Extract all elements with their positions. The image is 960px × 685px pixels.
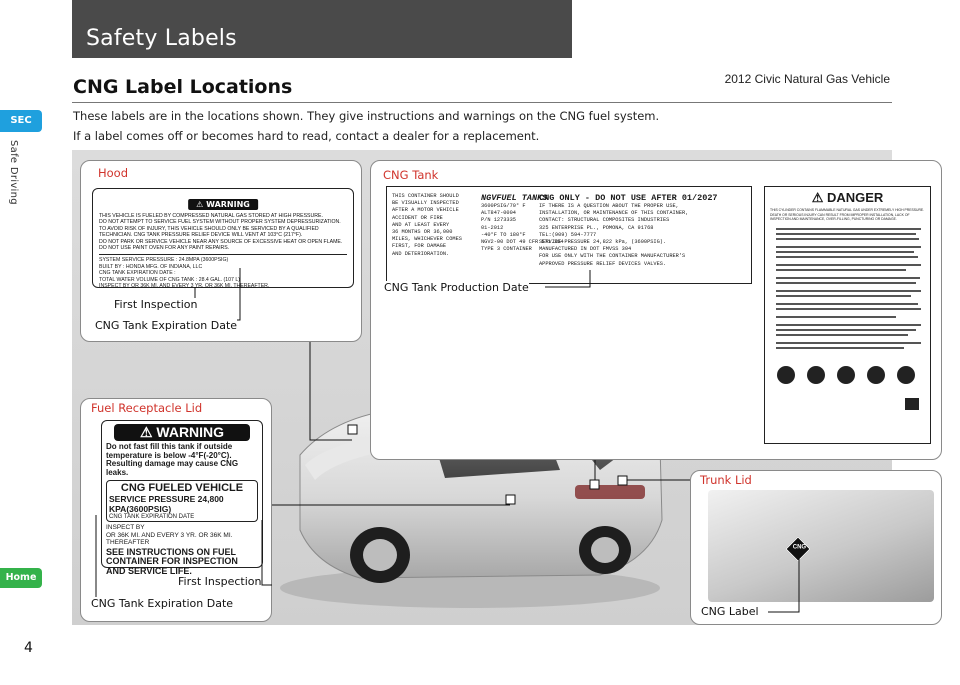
page-number: 4 — [24, 640, 33, 656]
hood-warning-text: THIS VEHICLE IS FUELED BY COMPRESSED NATURAL GAS STORED AT HIGH PRESSURE. DO NOT ATTEMPT TO SERVICE FUEL SYSTEM WITHOUT PROPER SYSTEM DEPRESSURIZATION. TO AVOID RISK OF INJURY, THIS VEHICLE SHOULD ONLY BE SERVICED BY A QUALIFIED TECHNICIAN. CNG TANK PRESSURE RELIEF DEVICE WILL VENT AT 103°C (217°F). DO NOT PARK OR SERVICE VEHICLE NEAR ANY SOURCE OF EXCESSIVE HEAT OR OPEN FLAME. DO NOT USE PAINT OVEN FOR ANY PAINT REPAIRS. — [99, 213, 343, 252]
sec-tab-button[interactable]: SEC — [0, 110, 42, 132]
tank-spec-text: NGVFUEL TANKS 3600PSIG/70° F ALT847-0004 P/N 1273335 01-2012 -40°F TO 180°F NGV2-00 DOT 49 CFR 571.304 TYPE 3 CONTAINER — [481, 193, 564, 253]
fuel-warning-badge: ⚠ WARNING — [114, 424, 250, 441]
fuel-instructions-text: SEE INSTRUCTIONS ON FUEL CONTAINER FOR INSPECTION AND SERVICE LIFE. — [106, 546, 238, 576]
fuel-warning-text: Do not fast fill this tank if outside temperature is below -4°F(-20°C). Resulting damage may cause CNG leaks. — [106, 442, 239, 477]
cng-label-callout: CNG Label — [701, 605, 759, 618]
fuel-expiration-callout: CNG Tank Expiration Date — [91, 597, 234, 610]
danger-heading: ⚠ DANGER — [811, 190, 884, 205]
home-button[interactable]: Home — [0, 568, 42, 588]
cng-tank-title: CNG Tank — [383, 168, 439, 182]
page-section-title: Safety Labels — [86, 26, 237, 51]
hood-expiration-callout: CNG Tank Expiration Date — [95, 319, 238, 332]
fuel-inspect-text: INSPECT BY OR 36K MI. AND EVERY 3 YR. OR 36K MI. THEREAFTER — [106, 524, 233, 546]
hood-spec-text: SYSTEM SERVICE PRESSURE : 24.8MPA (3600PSIG) BUILT BY : HONDA MFG. OF INDIANA, LLC CNG TANK EXPIRATION DATE : TOTAL WATER VOLUME OF CNG TANK : 28.4 GAL. (107 L) INSPECT BY OR 36K MI. AND EVERY 3 YR. OR 36K MI. THEREAFTER. — [99, 254, 347, 289]
fuel-receptacle-title: Fuel Receptacle Lid — [91, 401, 203, 415]
trunk-lid-title: Trunk Lid — [700, 473, 752, 487]
cng-tank-production-date-callout: CNG Tank Production Date — [384, 281, 529, 294]
cng-fueled-vehicle-block: CNG FUELED VEHICLE SERVICE PRESSURE 24,800 KPA(3600PSIG) CNG TANK EXPIRATION DATE — [106, 480, 258, 522]
hood-title: Hood — [98, 166, 129, 180]
fuel-first-inspection-callout: First Inspection — [178, 575, 262, 588]
danger-text: THIS CYLINDER CONTAINS FLAMMABLE NATURAL GAS UNDER EXTREMELY HIGH PRESSURE. DEATH OR SERIOUS INJURY CAN RESULT FROM IMPROPER INSTALLATION, LACK OF INSPECTION AND MAINTENANCE, OVER-FILLING, PUNCTURING OR DAMAGE. — [770, 208, 925, 222]
tank-manufacturer-text: CNG ONLY - DO NOT USE AFTER 01/2027 IF THERE IS A QUESTION ABOUT THE PROPER USE, INSTALLATION, OR MAINTENANCE OF THIS CONTAINER, CONTACT: STRUCTURAL COMPOSITES INDUSTRIES 325 ENTERPRISE PL., POMONA, CA 91768 TEL:(909) 594-7777 SERVICE PRESSURE 24,822 kPa, (3600PSIG). MANUFACTURED IN DOT FMVSS 304 FOR USE ONLY WITH THE CONTAINER MANUFACTURER'S APPROVED PRESSURE RELIEF DEVICES VALVES. — [539, 193, 718, 267]
warning-badge: ⚠ WARNING — [188, 199, 258, 210]
replacement-paragraph: If a label comes off or becomes hard to read, contact a dealer for a replacement. — [73, 129, 540, 143]
danger-triangle-icon: ⚠ — [811, 190, 824, 205]
page-title: CNG Label Locations — [73, 76, 293, 98]
warning-triangle-icon: ⚠ — [139, 424, 153, 440]
cng-diamond-badge: CNG — [785, 536, 810, 561]
warning-triangle-icon: ⚠ — [196, 200, 204, 209]
hood-first-inspection-callout: First Inspection — [114, 298, 198, 311]
tank-inspection-text: THIS CONTAINER SHOULD BE VISUALLY INSPECTED AFTER A MOTOR VEHICLE ACCIDENT OR FIRE AND AT LEAST EVERY 36 MONTHS OR 36,000 MILES, WHICHEVER COMES FIRST, FOR DAMAGE AND DETERIORATION. — [392, 193, 462, 257]
vehicle-name: 2012 Civic Natural Gas Vehicle — [724, 72, 890, 86]
intro-paragraph: These labels are in the locations shown. They give instructions and warnings on the CNG fuel system. — [73, 109, 660, 123]
chapter-label: Safe Driving — [8, 140, 19, 205]
